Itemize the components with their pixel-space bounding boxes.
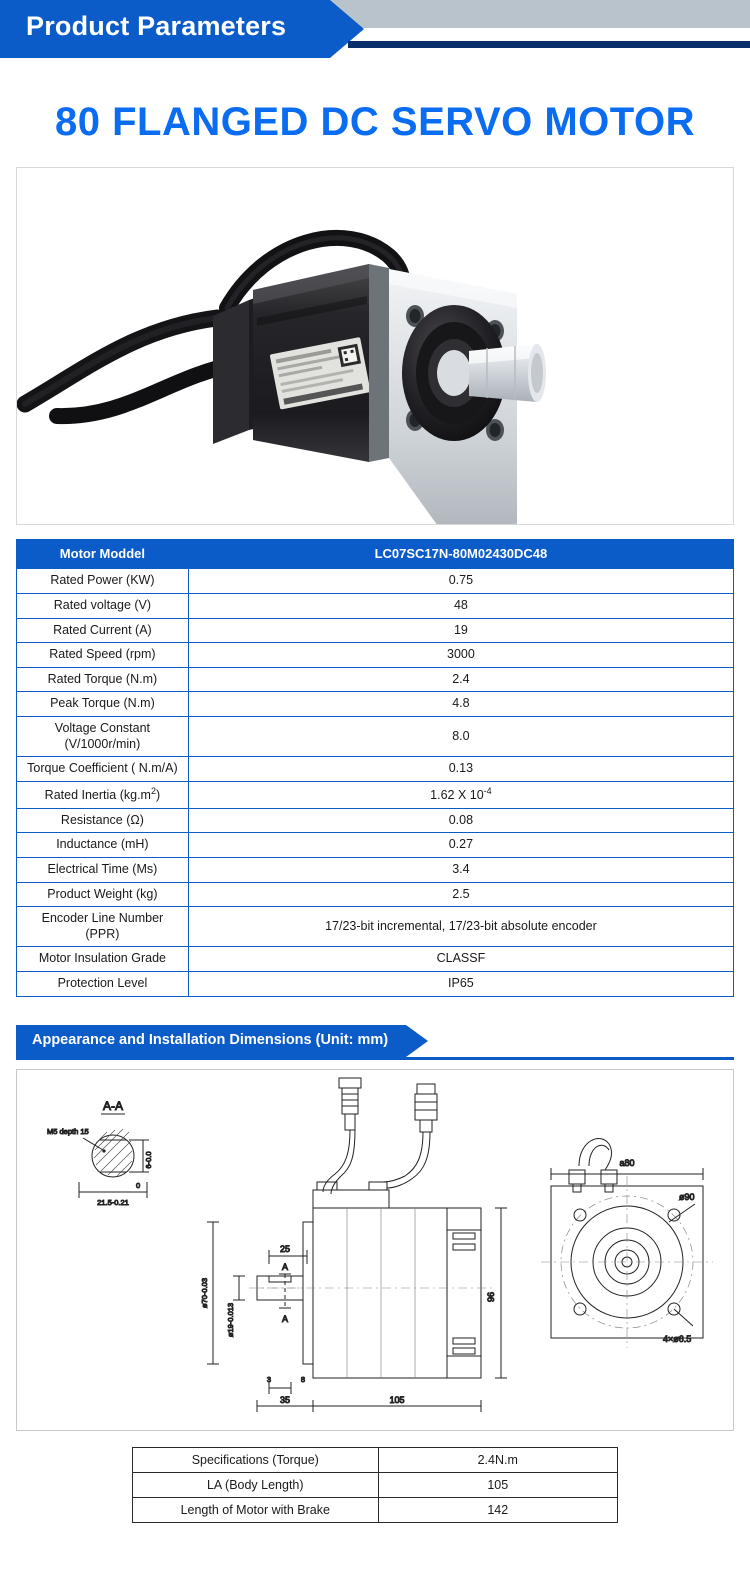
- spec-key-resistance: Resistance (Ω): [17, 808, 189, 833]
- spec-value-inductance: 0.27: [188, 833, 733, 858]
- body-height-dim: 96: [486, 1291, 496, 1302]
- table-row: [17, 757, 734, 782]
- spec-value-insulation-grade: CLASSF: [188, 947, 733, 972]
- spec-key-rated-voltage: Rated voltage (V): [17, 593, 189, 618]
- spec-key-rated-torque: Rated Torque (N.m): [17, 667, 189, 692]
- table-row: [17, 717, 734, 757]
- spec-key-rated-speed: Rated Speed (rpm): [17, 643, 189, 668]
- table-row: [133, 1472, 618, 1497]
- table-row: [17, 882, 734, 907]
- superscript-2: 2: [150, 785, 156, 796]
- spec-key-insulation-grade: Motor Insulation Grade: [17, 947, 189, 972]
- front-width-dim: a80: [619, 1157, 635, 1168]
- spec-key-rated-power: Rated Power (KW): [17, 569, 189, 594]
- section-bar-underline: [16, 1057, 734, 1060]
- front-dia-dim: ø90: [679, 1191, 695, 1202]
- spec-value-protection-level: IP65: [188, 972, 733, 997]
- table-row: [17, 972, 734, 997]
- spec-value-peak-torque: 4.8: [188, 692, 733, 717]
- keyway-dim: 21.5-0.21: [97, 1197, 129, 1207]
- table-row: [17, 593, 734, 618]
- spec-key-product-weight: Product Weight (kg): [17, 882, 189, 907]
- table-row: [17, 643, 734, 668]
- banner-navy-strip: [348, 41, 750, 48]
- spec-value-rated-speed: 3000: [188, 643, 733, 668]
- aa-label: A-A: [102, 1098, 124, 1113]
- table-row: [17, 618, 734, 643]
- product-title: 80 FLANGED DC SERVO MOTOR: [55, 100, 695, 144]
- spec-head-key: Motor Moddel: [17, 540, 189, 569]
- table-row: [17, 540, 734, 569]
- section-mark-bottom: A: [281, 1313, 289, 1324]
- table-row: [17, 692, 734, 717]
- product-photo-illustration: [17, 168, 733, 524]
- superscript-minus4: -4: [483, 785, 492, 796]
- spec-head-value: LC07SC17N-80M02430DC48: [188, 540, 733, 569]
- table-row: [133, 1497, 618, 1522]
- dim-35: 35: [279, 1394, 291, 1405]
- product-photo: [16, 167, 734, 525]
- spec-value-rated-torque: 2.4: [188, 667, 733, 692]
- spec-value-electrical-time: 3.4: [188, 857, 733, 882]
- table-row: [17, 569, 734, 594]
- dim-3: 3: [266, 1374, 272, 1384]
- bottom-value-length-with-brake: 142: [378, 1497, 617, 1522]
- section-header-dimensions: [16, 1025, 734, 1057]
- table-row: [17, 667, 734, 692]
- dim-105: 105: [389, 1394, 405, 1405]
- shaft-dia-dim: ø19-0.013: [226, 1302, 235, 1337]
- motor-parameters-table: [16, 539, 734, 997]
- spec-key-rated-inertia: Rated Inertia $(kg.m^2)$: [17, 781, 189, 808]
- flange-dia-dim: ø70-0.03: [200, 1277, 209, 1308]
- key-height-dim: 6-0.0: [144, 1151, 153, 1169]
- spec-value-voltage-constant: 8.0: [188, 717, 733, 757]
- spec-value-rated-inertia: 1.62 X $10^{-4}$: [188, 781, 733, 808]
- bottom-key-length-with-brake: Length of Motor with Brake: [133, 1497, 379, 1522]
- keyway-dim-sup: 0: [136, 1180, 141, 1190]
- spec-table-body: [17, 540, 734, 997]
- spec-key-torque-coefficient: Torque Coefficient ( N.m/A): [17, 757, 189, 782]
- table-row: [17, 833, 734, 858]
- table-row: [17, 907, 734, 947]
- bottom-key-specifications: Specifications (Torque): [133, 1447, 379, 1472]
- spec-value-torque-coefficient: 0.13: [188, 757, 733, 782]
- spec-key-voltage-constant-line1: Voltage Constant: [54, 721, 151, 735]
- spec-key-voltage-constant-line2: (V/1000r/min): [64, 736, 141, 751]
- spec-value-rated-voltage: 48: [188, 593, 733, 618]
- spec-key-voltage-constant: [17, 717, 189, 757]
- page-header-banner: [0, 0, 750, 58]
- bottom-table-body: [133, 1447, 618, 1522]
- dimension-drawing: [16, 1069, 734, 1431]
- bottom-value-la-body-length: 105: [378, 1472, 617, 1497]
- table-row: [17, 947, 734, 972]
- section-mark-top: A: [281, 1261, 289, 1272]
- spec-key-encoder-line-number: Encoder Line Number (PPR): [17, 907, 189, 947]
- section-title: Appearance and Installation Dimensions (Unit: mm): [32, 1031, 389, 1048]
- banner-grey-block: [320, 0, 750, 28]
- table-row: [17, 857, 734, 882]
- table-row: [17, 781, 734, 808]
- spec-value-product-weight: 2.5: [188, 882, 733, 907]
- spec-value-rated-power: 0.75: [188, 569, 733, 594]
- spec-value-encoder-line-number: 17/23-bit incremental, 17/23-bit absolute encoder: [188, 907, 733, 947]
- dim-8: 8: [300, 1374, 306, 1384]
- spec-key-electrical-time: Electrical Time (Ms): [17, 857, 189, 882]
- bottom-key-la-body-length: LA (Body Length): [133, 1472, 379, 1497]
- table-row: [17, 808, 734, 833]
- keyway-note: M5 depth 15: [47, 1126, 89, 1136]
- section-bar-arrow: [406, 1025, 428, 1057]
- spec-key-peak-torque: Peak Torque (N.m): [17, 692, 189, 717]
- dimension-drawing-svg: [17, 1070, 733, 1430]
- page-title: Product Parameters: [26, 11, 287, 41]
- bottom-value-specifications: 2.4N.m: [378, 1447, 617, 1472]
- spec-value-rated-current: 19: [188, 618, 733, 643]
- spec-value-resistance: 0.08: [188, 808, 733, 833]
- table-row: [133, 1447, 618, 1472]
- spec-key-protection-level: Protection Level: [17, 972, 189, 997]
- shaft-length-dim: 25: [279, 1243, 291, 1254]
- torque-length-table: [132, 1447, 618, 1523]
- banner-blue-arrow: [330, 0, 364, 58]
- holes-dim: 4×ø6.5: [663, 1333, 692, 1344]
- spec-key-inductance: Inductance (mH): [17, 833, 189, 858]
- spec-key-rated-current: Rated Current (A): [17, 618, 189, 643]
